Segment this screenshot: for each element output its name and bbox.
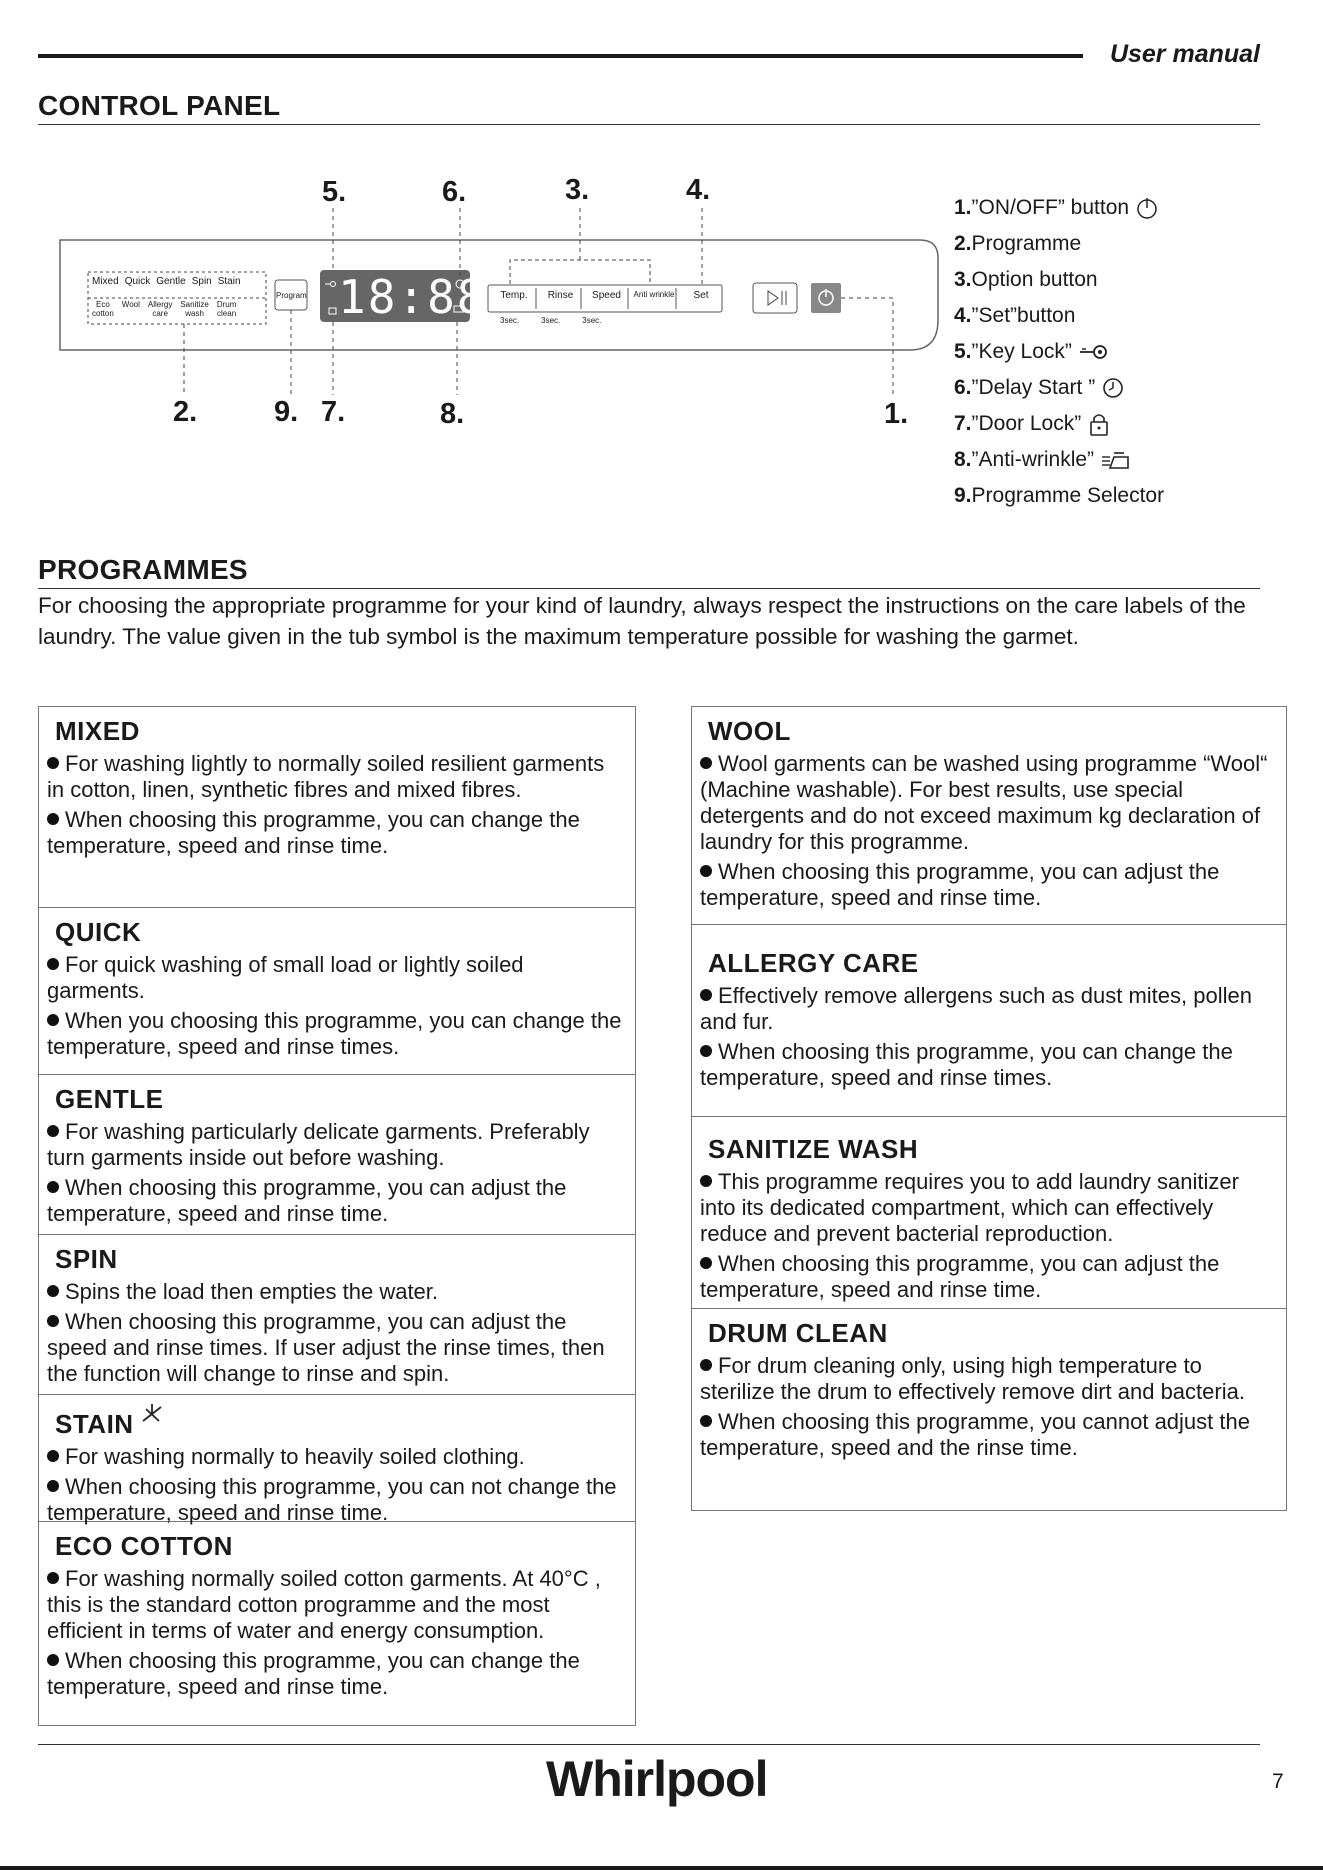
programme-quick: [39, 908, 635, 1075]
program-button[interactable]: Program: [276, 291, 307, 300]
programme-desc: For washing normally soiled cotton garments. At 40°C , this is the standard cotton programme and the most efficient in terms of water and energy consumption.: [47, 1566, 601, 1643]
programme-drum-clean: [692, 1309, 1286, 1510]
speed-button[interactable]: Speed: [592, 290, 621, 301]
callout-5: 5.: [322, 176, 347, 208]
legend-item-9: 9. Programme Selector: [954, 484, 1165, 507]
program-label-stain[interactable]: Stain: [217, 276, 241, 287]
programme-title: MIXED: [55, 716, 140, 746]
programme-desc: For drum cleaning only, using high temperature to sterilize the drum to effectively remove dirt and bacteria.: [700, 1353, 1245, 1404]
programme-title: SPIN: [55, 1244, 118, 1274]
programme-desc: For washing normally to heavily soiled clothing.: [47, 1444, 627, 1470]
program-label-mixed[interactable]: Mixed: [92, 276, 119, 287]
programme-adjust: When choosing this programme, you can change the temperature, speed and rinse time.: [47, 807, 580, 858]
programme-adjust: When choosing this programme, you can adjust the temperature, speed and rinse time.: [700, 1251, 1220, 1302]
programme-wool: [692, 707, 1286, 925]
header-rule: [38, 54, 1083, 58]
legend-item-1: 1. ”ON/OFF” button: [954, 190, 1164, 226]
option-buttons: [490, 290, 724, 301]
legend-item-4: 4. ”Set”button: [954, 304, 1076, 327]
programme-adjust: When choosing this programme, you can adjust the speed and rinse times. If user adjust the rinse times, then the function will change to rinse and spin.: [47, 1309, 605, 1386]
programme-adjust: When choosing this programme, you can change the temperature, speed and rinse time.: [47, 1648, 580, 1699]
programme-desc: For washing lightly to normally soiled resilient garments in cotton, linen, synthetic fibres and mixed fibres.: [47, 751, 605, 802]
brand-logo: Whirlpool: [546, 1751, 768, 1807]
bottom-band: [0, 1866, 1323, 1870]
programme-adjust: When choosing this programme, you can adjust the temperature, speed and rinse time.: [700, 859, 1220, 910]
callout-3: 3.: [565, 174, 590, 206]
page-number: 7: [1272, 1770, 1284, 1793]
program-label-drum-clean[interactable]: Drum clean: [216, 300, 237, 318]
callout-4: 4.: [686, 174, 711, 206]
programme-title: STAIN: [55, 1403, 627, 1440]
programme-gentle: [39, 1075, 635, 1235]
callout-8: 8.: [440, 398, 465, 430]
programme-desc: For washing particularly delicate garments. Preferably turn garments inside out before washing.: [47, 1119, 590, 1170]
programme-desc: For quick washing of small load or lightly soiled garments.: [47, 952, 524, 1003]
program-label-allergy-care[interactable]: Allergy care: [147, 300, 173, 318]
control-panel-heading: CONTROL PANEL: [38, 90, 281, 121]
programme-desc: Wool garments can be washed using programme “Wool“ (Machine washable). For best results, use special detergents and do not exceed maximum kg declaration of laundry for this programme.: [700, 751, 1268, 854]
programmes-heading: PROGRAMMES: [38, 554, 248, 585]
programme-stain: [39, 1395, 635, 1525]
clock-icon: [1101, 376, 1125, 400]
programmes-left-column: [38, 706, 636, 1726]
programme-adjust: When choosing this programme, you cannot adjust the temperature, speed and the rinse time.: [700, 1409, 1250, 1460]
programme-title: ECO COTTON: [55, 1531, 233, 1561]
legend-item-2: 2. Programme: [954, 232, 1082, 255]
legend-item-6: 6. ”Delay Start ”: [954, 370, 1164, 406]
callout-7: 7.: [321, 396, 346, 428]
program-label-quick[interactable]: Quick: [124, 276, 151, 287]
programmes-intro: For choosing the appropriate programme for your kind of laundry, always respect the instructions on the care labels of the laundry. The value given in the tub symbol is the maximum temperature possible for washing the garmet.: [38, 593, 1246, 649]
programme-mixed: [39, 707, 635, 908]
programmes-rule: [38, 588, 1260, 589]
hold-label-delay: 3sec.: [541, 316, 561, 325]
program-label-gentle[interactable]: Gentle: [156, 276, 186, 287]
power-icon: [1135, 196, 1159, 220]
control-legend: [954, 190, 1164, 514]
programme-sanitize-wash: [692, 1117, 1286, 1309]
program-label-wool[interactable]: Wool: [121, 300, 140, 309]
programme-title: DRUM CLEAN: [708, 1318, 888, 1348]
programme-adjust: When you choosing this programme, you can change the temperature, speed and rinse times.: [47, 1008, 622, 1059]
control-panel-rule: [38, 124, 1260, 125]
rinse-button[interactable]: Rinse: [547, 290, 574, 301]
programmes-right-column: [691, 706, 1287, 1511]
hold-time-labels: [500, 316, 601, 325]
programme-title: SANITIZE WASH: [708, 1134, 919, 1164]
program-row-2: [92, 300, 270, 318]
document-title: User manual: [1109, 40, 1260, 68]
padlock-icon: [1087, 411, 1111, 437]
programme-adjust: When choosing this programme, you can not change the temperature, speed and rinse time.: [47, 1474, 617, 1525]
programme-desc: Effectively remove allergens such as dust mites, pollen and fur.: [700, 983, 1252, 1034]
temp-button[interactable]: Temp.: [500, 290, 528, 301]
hold-label-anti-wrinkle: 3sec.: [582, 316, 602, 325]
stain-icon: [141, 1403, 165, 1425]
set-button[interactable]: Set: [693, 290, 709, 301]
footer-rule: [38, 1744, 1260, 1745]
legend-item-5: 5. ”Key Lock”: [954, 334, 1164, 370]
programme-allergy-care: [692, 925, 1286, 1117]
hold-label-key-lock: 3sec.: [500, 316, 520, 325]
programme-desc: Spins the load then empties the water.: [47, 1279, 627, 1305]
anti-wrinkle-button[interactable]: Anti wrinkle: [633, 290, 675, 299]
legend-item-3: 3. Option button: [954, 268, 1098, 291]
legend-item-8: 8. ”Anti-wrinkle”: [954, 442, 1164, 478]
programme-eco-cotton: [39, 1522, 635, 1725]
key-icon: [1078, 343, 1108, 361]
programme-adjust: When choosing this programme, you can adjust the temperature, speed and rinse time.: [47, 1175, 567, 1226]
program-row-1: [92, 276, 270, 287]
callout-6: 6.: [442, 176, 467, 208]
legend-item-7: 7. ”Door Lock”: [954, 406, 1164, 442]
program-label-spin[interactable]: Spin: [191, 276, 212, 287]
programme-spin: [39, 1235, 635, 1395]
iron-icon: [1100, 449, 1132, 471]
programme-title: WOOL: [708, 716, 791, 746]
programme-title: GENTLE: [55, 1084, 164, 1114]
programme-title: QUICK: [55, 917, 142, 947]
programme-adjust: When choosing this programme, you can change the temperature, speed and rinse times.: [700, 1039, 1233, 1090]
callout-9: 9.: [274, 396, 299, 428]
programme-desc: This programme requires you to add laundry sanitizer into its dedicated compartment, which can effectively reduce and prevent bacterial reproduction.: [700, 1169, 1239, 1246]
digital-display: 18:88: [338, 270, 487, 324]
program-label-eco-cotton[interactable]: Eco cotton: [92, 300, 114, 318]
program-label-sanitize-wash[interactable]: Sanitize wash: [180, 300, 209, 318]
programme-title: ALLERGY CARE: [708, 948, 919, 978]
callout-1: 1.: [884, 398, 909, 430]
callout-2: 2.: [173, 396, 198, 428]
